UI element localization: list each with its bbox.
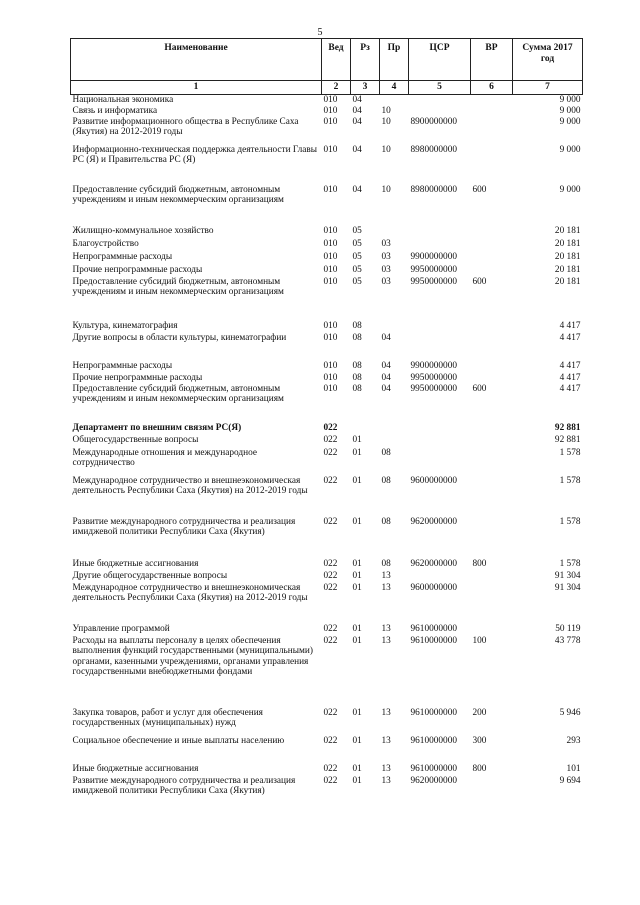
cell-sum: 4 417 (559, 360, 581, 371)
cell-sum: 1 578 (559, 447, 581, 458)
cell-pr: 13 (381, 735, 391, 746)
cell-rz: 01 (352, 447, 362, 458)
header-number-2: 2 (322, 81, 351, 95)
cell-vr: 800 (472, 763, 487, 774)
header-name: Наименование (71, 39, 322, 81)
cell-pr: 03 (381, 238, 391, 249)
cell-name: Социальное обеспечение и иные выплаты населению (72, 735, 285, 746)
table-row (71, 636, 583, 708)
cell-ved: 010 (323, 95, 338, 105)
cell-ved: 022 (323, 735, 338, 746)
cell-pr: 10 (381, 184, 391, 195)
cell-name: Связь и информатика (72, 105, 158, 116)
cell-rz: 08 (352, 383, 362, 394)
cell-csr (409, 333, 471, 361)
cell-sum: 20 181 (554, 251, 581, 262)
table-row (71, 321, 583, 333)
cell-pr: 04 (381, 372, 391, 383)
cell-ved: 010 (323, 360, 338, 371)
cell-pr (380, 95, 409, 106)
cell-vr (471, 239, 513, 252)
table-row (71, 764, 583, 776)
cell-name: Информационно-техническая поддержка деятельности Главы РС (Я) и Правительства РС (Я) (72, 144, 318, 165)
cell-sum: 1 578 (559, 516, 581, 527)
table-row (71, 185, 583, 226)
table-row (71, 277, 583, 321)
cell-rz: 04 (352, 144, 362, 155)
cell-ved: 022 (323, 570, 338, 581)
table-row (71, 361, 583, 373)
cell-rz: 04 (352, 184, 362, 195)
header-rz: Рз (351, 39, 380, 81)
cell-ved: 022 (323, 775, 338, 786)
cell-ved: 010 (323, 320, 338, 331)
page-number: 5 (317, 27, 323, 38)
cell-sum: 293 (566, 735, 581, 746)
header-number-5: 5 (409, 81, 471, 95)
cell-ved: 010 (323, 144, 338, 155)
cell-sum: 4 417 (559, 320, 581, 331)
cell-vr (471, 321, 513, 333)
cell-sum: 91 304 (554, 582, 581, 593)
header-vr: ВР (471, 39, 513, 81)
cell-sum: 91 304 (554, 570, 581, 581)
cell-rz: 04 (352, 116, 362, 127)
cell-pr: 08 (381, 447, 391, 458)
cell-pr: 08 (381, 475, 391, 486)
cell-name: Иные бюджетные ассигнования (72, 763, 199, 774)
cell-vr (471, 624, 513, 636)
cell-vr: 600 (472, 276, 487, 287)
table-row (71, 95, 583, 106)
header-ved: Вед (322, 39, 351, 81)
header-sum: Сумма 2017 год (513, 39, 583, 81)
cell-name: Предоставление субсидий бюджетным, автономным учреждениям и иным некоммерческим организациям (72, 383, 284, 404)
cell-pr: 08 (381, 516, 391, 527)
cell-csr: 9950000000 (410, 383, 457, 394)
cell-name: Закупка товаров, работ и услуг для обеспечения государственных (муниципальных) нужд (72, 707, 263, 728)
cell-csr: 8980000000 (410, 144, 457, 155)
cell-pr: 10 (381, 116, 391, 127)
cell-vr (471, 448, 513, 476)
cell-ved: 022 (323, 422, 338, 433)
cell-vr: 200 (472, 707, 487, 718)
cell-ved: 010 (323, 251, 338, 262)
cell-pr: 10 (381, 105, 391, 116)
cell-rz: 05 (352, 225, 362, 236)
cell-vr (471, 226, 513, 239)
cell-csr: 9620000000 (410, 516, 457, 527)
cell-csr: 9900000000 (410, 360, 457, 371)
cell-csr (409, 571, 471, 583)
cell-pr: 13 (381, 775, 391, 786)
cell-vr (471, 583, 513, 624)
cell-vr (471, 373, 513, 384)
cell-pr: 04 (381, 360, 391, 371)
cell-csr: 9600000000 (410, 475, 457, 486)
cell-csr (409, 95, 471, 106)
cell-vr: 600 (472, 184, 487, 195)
cell-ved: 010 (323, 105, 338, 116)
cell-vr (471, 423, 513, 435)
cell-sum: 9 000 (559, 144, 581, 155)
table-row (71, 226, 583, 239)
cell-vr: 100 (472, 635, 487, 646)
cell-ved: 022 (323, 707, 338, 718)
cell-rz: 01 (352, 775, 362, 786)
cell-rz: 04 (352, 105, 362, 116)
cell-name: Департамент по внешним связям РС(Я) (72, 422, 242, 433)
cell-csr (409, 239, 471, 252)
cell-ved: 022 (323, 447, 338, 458)
cell-ved: 010 (323, 116, 338, 127)
cell-ved: 010 (323, 276, 338, 287)
header-csr: ЦСР (409, 39, 471, 81)
header-number-7: 7 (513, 81, 583, 95)
cell-sum: 43 778 (554, 635, 581, 646)
cell-vr (471, 435, 513, 448)
cell-rz: 01 (352, 434, 362, 445)
cell-ved: 022 (323, 434, 338, 445)
cell-rz: 08 (352, 320, 362, 331)
cell-name: Прочие непрограммные расходы (72, 264, 203, 275)
cell-sum: 9 000 (559, 184, 581, 195)
table-header (71, 39, 583, 95)
cell-pr: 13 (381, 635, 391, 646)
cell-rz: 04 (352, 95, 362, 105)
cell-sum: 9 694 (559, 775, 581, 786)
cell-rz: 01 (352, 635, 362, 646)
table-row (71, 423, 583, 435)
table-row (71, 106, 583, 117)
cell-pr: 10 (381, 144, 391, 155)
cell-sum: 4 417 (559, 383, 581, 394)
cell-vr (471, 117, 513, 145)
cell-csr: 9900000000 (410, 251, 457, 262)
table-row (71, 239, 583, 252)
cell-csr (409, 423, 471, 435)
cell-sum: 50 119 (555, 623, 581, 634)
cell-ved: 010 (323, 184, 338, 195)
table-row (71, 252, 583, 265)
cell-name: Развитие международного сотрудничества и реализация имиджевой политики Республики Саха (Якутия) (72, 516, 296, 537)
cell-sum: 9 000 (559, 116, 581, 127)
cell-csr: 9610000000 (410, 635, 457, 646)
cell-pr (380, 435, 409, 448)
cell-ved: 022 (323, 623, 338, 634)
cell-rz: 08 (352, 360, 362, 371)
cell-csr: 9620000000 (410, 775, 457, 786)
cell-csr: 9610000000 (410, 735, 457, 746)
cell-name: Предоставление субсидий бюджетным, автономным учреждениям и иным некоммерческим организациям (72, 276, 284, 297)
table-row (71, 448, 583, 476)
cell-rz: 01 (352, 735, 362, 746)
cell-ved: 010 (323, 383, 338, 394)
cell-csr: 9610000000 (410, 763, 457, 774)
cell-rz: 01 (352, 763, 362, 774)
cell-sum: 9 000 (559, 105, 581, 116)
table-row (71, 776, 583, 802)
cell-sum: 20 181 (554, 238, 581, 249)
header-number-3: 3 (351, 81, 380, 95)
header-number-1: 1 (71, 81, 322, 95)
cell-rz: 01 (352, 516, 362, 527)
cell-csr: 8900000000 (410, 116, 457, 127)
cell-pr: 13 (381, 582, 391, 593)
cell-name: Жилищно-коммунальное хозяйство (72, 225, 214, 236)
cell-sum: 1 578 (559, 475, 581, 486)
cell-ved: 022 (323, 582, 338, 593)
cell-pr: 03 (381, 264, 391, 275)
header-row (71, 39, 583, 81)
cell-csr: 9610000000 (410, 707, 457, 718)
cell-csr (409, 435, 471, 448)
cell-vr (471, 517, 513, 559)
budget-table (70, 38, 583, 802)
cell-ved: 022 (323, 558, 338, 569)
cell-pr: 04 (381, 332, 391, 343)
table-row (71, 736, 583, 764)
cell-vr (471, 252, 513, 265)
cell-sum: 101 (566, 763, 581, 774)
cell-ved: 022 (323, 475, 338, 486)
cell-pr: 13 (381, 623, 391, 634)
cell-name: Общегосударственные вопросы (72, 434, 199, 445)
cell-pr (380, 226, 409, 239)
table-row (71, 517, 583, 559)
cell-sum: 20 181 (554, 225, 581, 236)
cell-vr (471, 333, 513, 361)
cell-sum: 5 946 (559, 707, 581, 718)
cell-name: Другие общегосударственные вопросы (72, 570, 228, 581)
cell-ved: 010 (323, 264, 338, 275)
header-number-row (71, 81, 583, 95)
cell-sum: 4 417 (559, 372, 581, 383)
cell-name: Развитие информационного общества в Республике Саха (Якутия) на 2012-2019 годы (72, 116, 299, 137)
cell-rz: 01 (352, 558, 362, 569)
cell-ved: 022 (323, 763, 338, 774)
table-body (71, 95, 583, 802)
cell-name: Международные отношения и международное сотрудничество (72, 447, 257, 468)
cell-vr: 300 (472, 735, 487, 746)
cell-ved: 022 (323, 516, 338, 527)
header-number-4: 4 (380, 81, 409, 95)
cell-csr: 9620000000 (410, 558, 457, 569)
cell-rz: 01 (352, 707, 362, 718)
cell-csr: 8980000000 (410, 184, 457, 195)
cell-rz: 01 (352, 570, 362, 581)
cell-csr (409, 226, 471, 239)
header-pr: Пр (380, 39, 409, 81)
table-row (71, 435, 583, 448)
cell-ved: 010 (323, 372, 338, 383)
cell-csr: 9950000000 (410, 276, 457, 287)
cell-name: Международное сотрудничество и внешнеэкономическая деятельность Республики Саха (Якутия) на 2012-2019 годы (72, 582, 308, 603)
cell-vr (471, 361, 513, 373)
cell-csr (409, 448, 471, 476)
cell-csr: 9610000000 (410, 623, 457, 634)
cell-ved: 022 (323, 635, 338, 646)
cell-pr: 13 (381, 763, 391, 774)
table-row (71, 571, 583, 583)
cell-ved: 010 (323, 238, 338, 249)
cell-vr (471, 476, 513, 517)
table-row (71, 373, 583, 384)
cell-pr (380, 423, 409, 435)
cell-sum: 92 881 (554, 434, 581, 445)
cell-name: Национальная экономика (72, 95, 174, 105)
cell-sum: 1 578 (559, 558, 581, 569)
cell-rz: 01 (352, 582, 362, 593)
cell-sum: 20 181 (554, 276, 581, 287)
cell-vr (471, 95, 513, 106)
table-row (71, 333, 583, 361)
cell-sum: 20 181 (554, 264, 581, 275)
cell-rz: 05 (352, 276, 362, 287)
cell-csr: 9950000000 (410, 264, 457, 275)
cell-sum: 4 417 (559, 332, 581, 343)
cell-name: Управление программой (72, 623, 170, 634)
table-row (71, 117, 583, 145)
table-row (71, 624, 583, 636)
table-row (71, 265, 583, 277)
cell-name: Развитие международного сотрудничества и реализация имиджевой политики Республики Саха (Якутия) (72, 775, 296, 796)
cell-vr: 600 (472, 383, 487, 394)
cell-vr (471, 106, 513, 117)
cell-pr: 04 (381, 383, 391, 394)
cell-pr: 13 (381, 707, 391, 718)
table-row (71, 583, 583, 624)
cell-csr (409, 106, 471, 117)
cell-pr: 13 (381, 570, 391, 581)
cell-name: Культура, кинематография (72, 320, 178, 331)
cell-rz: 05 (352, 264, 362, 275)
cell-name: Благоустройство (72, 238, 139, 249)
cell-csr: 9600000000 (410, 582, 457, 593)
cell-ved: 010 (323, 225, 338, 236)
cell-vr (471, 571, 513, 583)
cell-csr: 9950000000 (410, 372, 457, 383)
cell-rz: 05 (352, 238, 362, 249)
cell-rz: 01 (352, 623, 362, 634)
cell-vr (471, 145, 513, 185)
cell-vr (471, 776, 513, 802)
cell-name: Непрограммные расходы (72, 360, 173, 371)
header-number-6: 6 (471, 81, 513, 95)
cell-pr: 08 (381, 558, 391, 569)
cell-rz: 05 (352, 251, 362, 262)
table-row (71, 476, 583, 517)
cell-csr (409, 321, 471, 333)
cell-name: Другие вопросы в области культуры, кинематографии (72, 332, 287, 343)
cell-rz: 08 (352, 332, 362, 343)
cell-pr: 03 (381, 251, 391, 262)
cell-pr: 03 (381, 276, 391, 287)
cell-name: Предоставление субсидий бюджетным, автономным учреждениям и иным некоммерческим организациям (72, 184, 284, 205)
cell-rz: 01 (352, 475, 362, 486)
table-row (71, 708, 583, 736)
cell-name: Расходы на выплаты персоналу в целях обеспечения выполнения функций государственными (муниципальными) органами, казенными учреждениями, органами управления государственными внебюджетными фондами (72, 635, 313, 677)
cell-sum: 92 881 (554, 422, 581, 433)
cell-rz: 08 (352, 372, 362, 383)
table-row (71, 384, 583, 423)
cell-rz (351, 423, 380, 435)
cell-vr: 800 (472, 558, 487, 569)
cell-sum: 9 000 (559, 95, 581, 105)
cell-vr (471, 265, 513, 277)
table-row (71, 559, 583, 571)
cell-pr (380, 321, 409, 333)
cell-ved: 010 (323, 332, 338, 343)
table-row (71, 145, 583, 185)
cell-name: Прочие непрограммные расходы (72, 372, 203, 383)
cell-name: Непрограммные расходы (72, 251, 173, 262)
cell-name: Международное сотрудничество и внешнеэкономическая деятельность Республики Саха (Якутия) на 2012-2019 годы (72, 475, 308, 496)
cell-name: Иные бюджетные ассигнования (72, 558, 199, 569)
